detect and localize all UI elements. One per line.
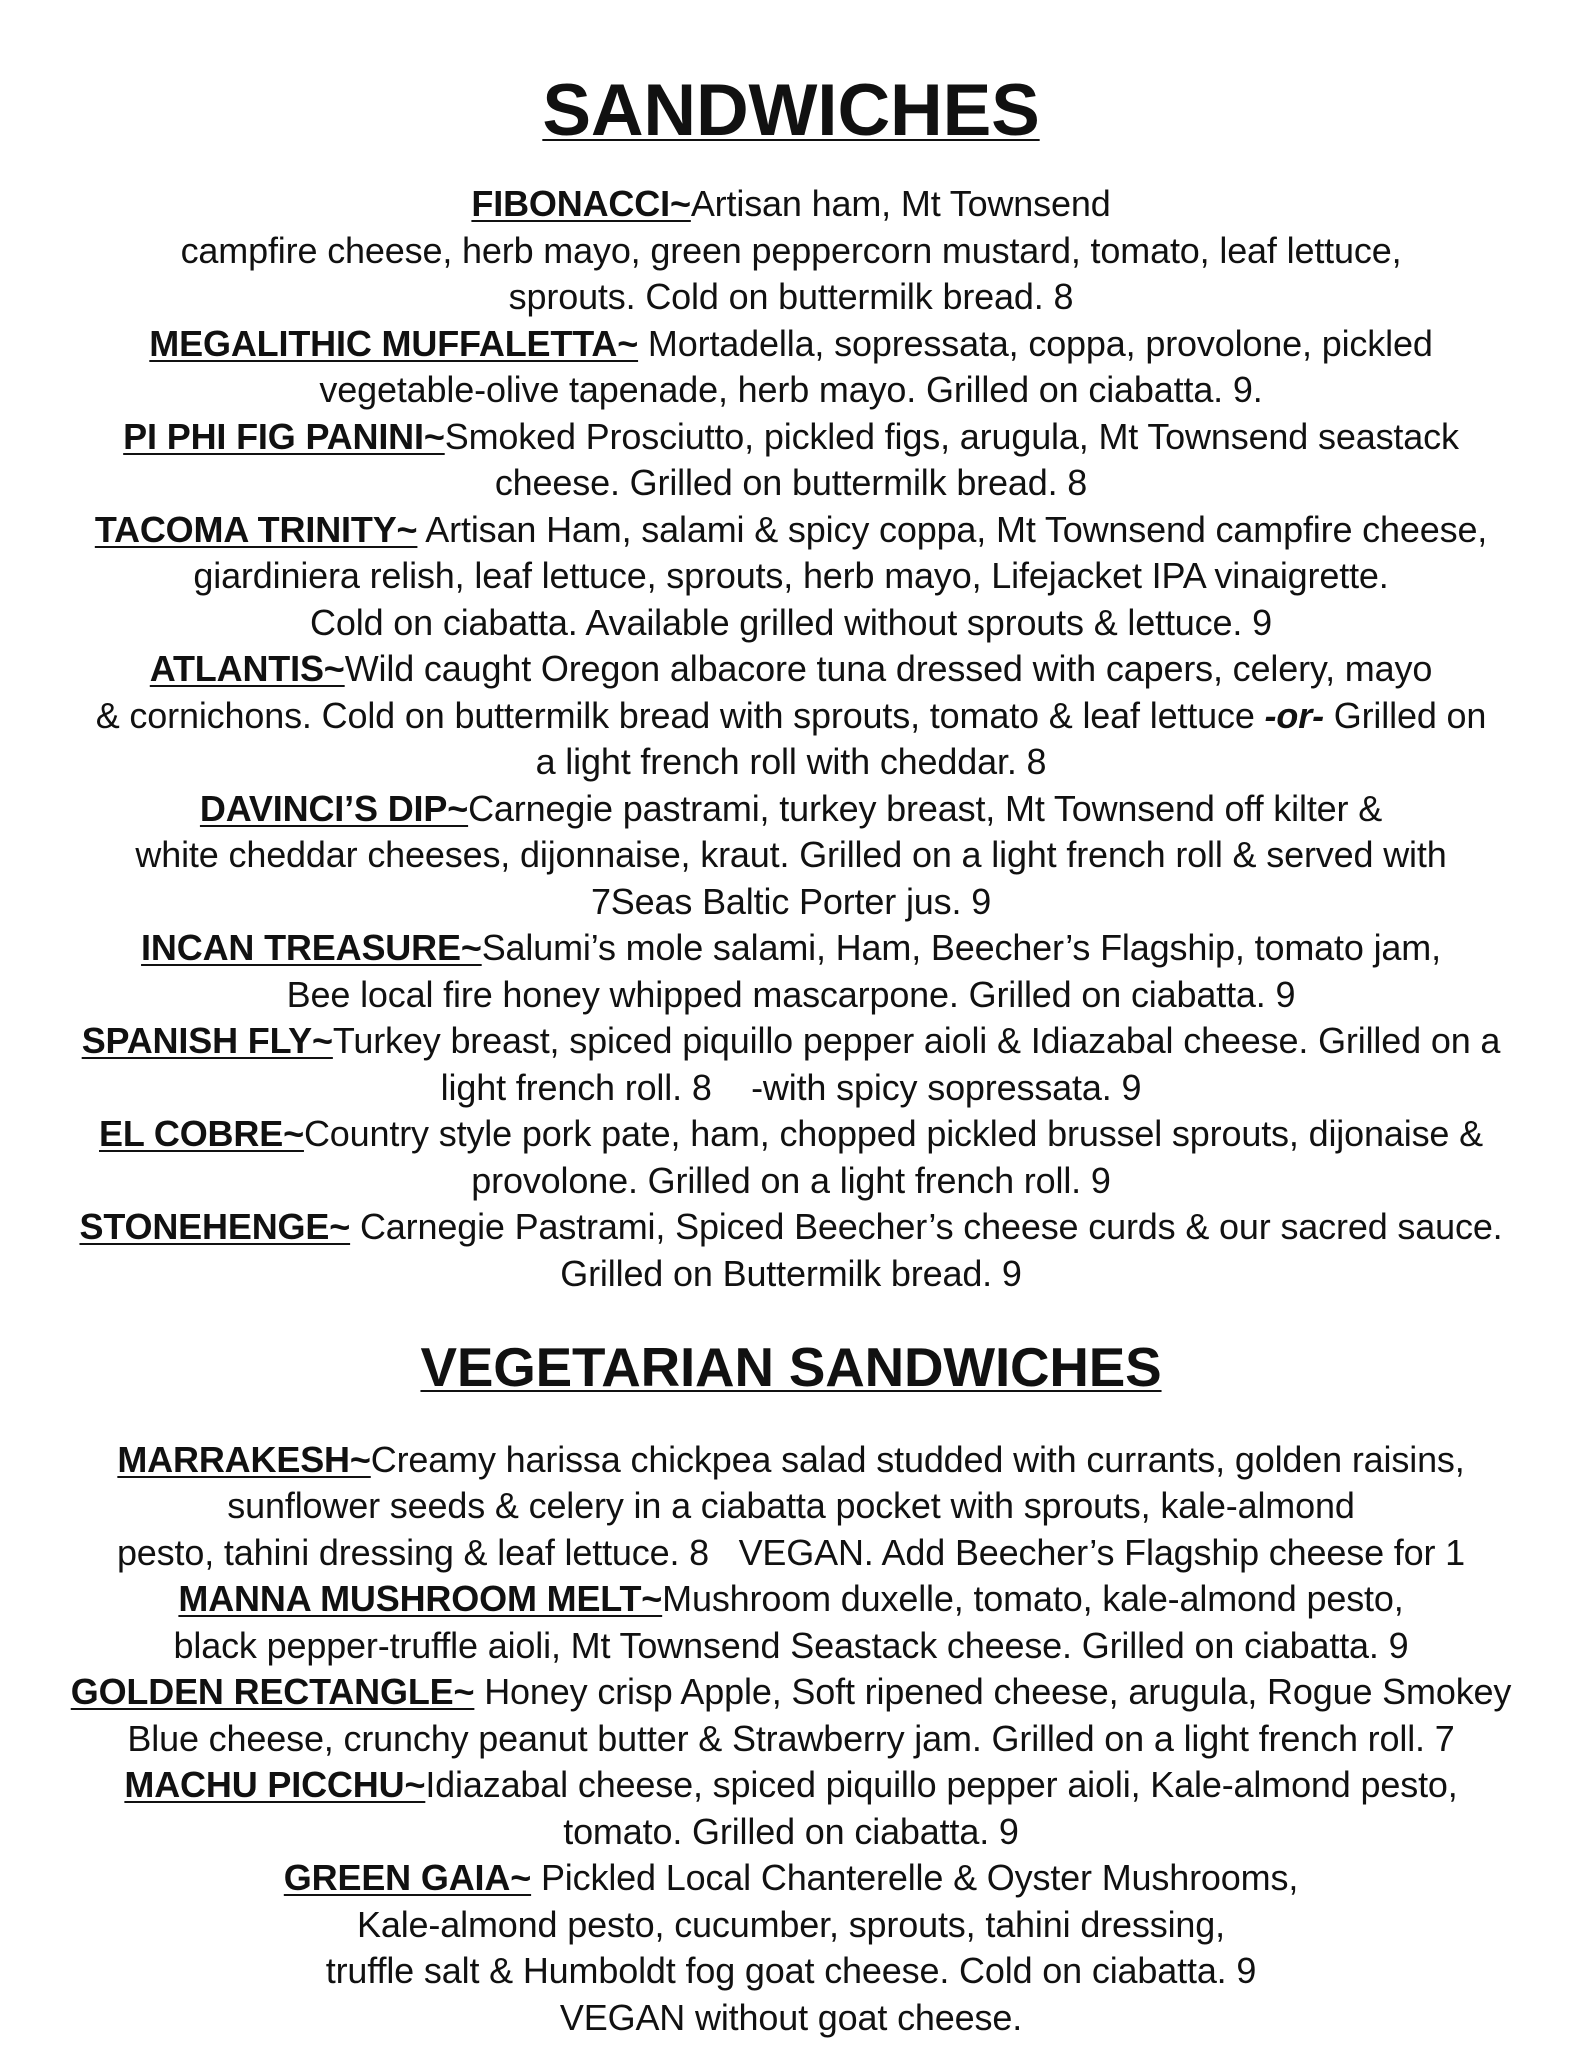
item-description: Country style pork pate, ham, chopped pickled brussel sprouts, dijonaise & [303, 1113, 1483, 1154]
item-description: Pickled Local Chanterelle & Oyster Mushrooms, [531, 1857, 1299, 1898]
item-description: Carnegie Pastrami, Spiced Beecher’s cheese curds & our sacred sauce. [350, 1206, 1503, 1247]
menu-item-megalithic-muffaletta [0, 321, 1582, 414]
item-description: pesto, tahini dressing & leaf lettuce. 8 VEGAN. Add Beecher’s Flagship cheese for 1 [116, 1531, 1466, 1573]
item-description: sprouts. Cold on buttermilk bread. 8 [508, 276, 1074, 317]
item-name: MACHU PICCHU~ [124, 1764, 426, 1805]
menu-item-davincis-dip [0, 786, 1582, 926]
section-title-vegetarian: VEGETARIAN SANDWICHES [420, 1335, 1162, 1398]
item-description: VEGAN without goat cheese. [559, 1996, 1023, 2038]
item-description: Artisan Ham, salami & spicy coppa, Mt Townsend campfire cheese, [417, 508, 1488, 550]
item-description: campfire cheese, herb mayo, green peppercorn mustard, tomato, leaf lettuce, [180, 229, 1402, 271]
item-description: white cheddar cheeses, dijonnaise, kraut. Grilled on a light french roll & served with [135, 834, 1447, 875]
item-description: cheese. Grilled on buttermilk bread. 8 [494, 462, 1088, 503]
section-title-sandwiches: SANDWICHES [542, 70, 1040, 151]
item-description: Carnegie pastrami, turkey breast, Mt Townsend off kilter & [468, 787, 1383, 829]
item-name: ATLANTIS~ [149, 648, 345, 689]
item-description: Creamy harissa chickpea salad studded with currants, golden raisins, [370, 1438, 1465, 1480]
item-description: black pepper-truffle aioli, Mt Townsend Seastack cheese. Grilled on ciabatta. 9 [173, 1624, 1409, 1666]
menu-item-incan-treasure [0, 925, 1582, 1018]
item-description: Grilled on [1323, 694, 1487, 736]
item-name: SPANISH FLY~ [81, 1020, 333, 1061]
item-name: STONEHENGE~ [79, 1206, 351, 1247]
item-description: provolone. Grilled on a light french roll. 9 [471, 1159, 1111, 1201]
item-description: Turkey breast, spiced piquillo pepper aioli & Idiazabal cheese. Grilled on a [332, 1020, 1501, 1061]
menu-item-fibonacci [0, 181, 1582, 321]
item-name: EL COBRE~ [99, 1113, 304, 1154]
item-description: Honey crisp Apple, Soft ripened cheese, arugula, Rogue Smokey [474, 1671, 1512, 1712]
menu-item-golden-rectangle [0, 1669, 1582, 1762]
menu-item-tacoma-trinity [0, 507, 1582, 647]
menu-item-manna-mushroom-melt [0, 1576, 1582, 1669]
item-description: Cold on ciabatta. Available grilled without sprouts & lettuce. 9 [310, 601, 1272, 643]
item-description: Mortadella, sopressata, coppa, provolone, pickled [638, 322, 1433, 364]
item-description: giardiniera relish, leaf lettuce, sprouts, herb mayo, Lifejacket IPA vinaigrette. [193, 555, 1389, 596]
item-description: light french roll. 8 -with spicy sopressata. 9 [440, 1066, 1142, 1108]
item-name: PI PHI FIG PANINI~ [123, 415, 445, 457]
item-description: sunflower seeds & celery in a ciabatta pocket with sprouts, kale-almond [227, 1485, 1355, 1526]
vegetarian-list [0, 1437, 1582, 2042]
or-separator: -or- [1264, 694, 1324, 736]
item-description: Smoked Prosciutto, pickled figs, arugula, Mt Townsend seastack [444, 415, 1459, 457]
item-description: & cornichons. Cold on buttermilk bread with sprouts, tomato & leaf lettuce [95, 694, 1265, 736]
menu-item-marrakesh [0, 1437, 1582, 1577]
menu-item-stonehenge [0, 1204, 1582, 1297]
item-description: a light french roll with cheddar. 8 [535, 741, 1047, 782]
item-name: GOLDEN RECTANGLE~ [70, 1671, 475, 1712]
menu-item-machu-picchu [0, 1762, 1582, 1855]
item-description: 7Seas Baltic Porter jus. 9 [590, 880, 992, 922]
menu-item-pi-phi-fig-panini [0, 414, 1582, 507]
item-name: INCAN TREASURE~ [141, 927, 482, 968]
item-description: Blue cheese, crunchy peanut butter & Strawberry jam. Grilled on a light french roll. 7 [127, 1717, 1455, 1759]
item-description: Mushroom duxelle, tomato, kale-almond pesto, [662, 1578, 1404, 1619]
item-name: MARRAKESH~ [117, 1438, 371, 1480]
item-description: Kale-almond pesto, cucumber, sprouts, tahini dressing, [357, 1903, 1225, 1945]
item-description: Salumi’s mole salami, Ham, Beecher’s Flagship, tomato jam, [481, 927, 1441, 968]
menu-item-el-cobre [0, 1111, 1582, 1204]
item-description: Bee local fire honey whipped mascarpone. Grilled on ciabatta. 9 [286, 973, 1296, 1015]
item-description: Artisan ham, Mt Townsend [690, 183, 1111, 224]
sandwiches-list [0, 181, 1582, 1297]
item-name: GREEN GAIA~ [283, 1857, 532, 1898]
menu-item-green-gaia [0, 1855, 1582, 2041]
item-name: DAVINCI’S DIP~ [199, 787, 469, 829]
menu-item-spanish-fly [0, 1018, 1582, 1111]
item-description: Grilled on Buttermilk bread. 9 [560, 1252, 1022, 1294]
item-description: vegetable-olive tapenade, herb mayo. Grilled on ciabatta. 9. [319, 369, 1263, 410]
item-name: MANNA MUSHROOM MELT~ [178, 1578, 663, 1619]
item-description: Idiazabal cheese, spiced piquillo pepper aioli, Kale-almond pesto, [425, 1764, 1458, 1805]
item-name: MEGALITHIC MUFFALETTA~ [149, 322, 639, 364]
item-description: truffle salt & Humboldt fog goat cheese. Cold on ciabatta. 9 [325, 1950, 1257, 1991]
item-description: Wild caught Oregon albacore tuna dressed with capers, celery, mayo [344, 648, 1433, 689]
item-name: TACOMA TRINITY~ [94, 508, 418, 550]
item-name: FIBONACCI~ [471, 183, 691, 224]
menu-item-atlantis [0, 646, 1582, 786]
item-description: tomato. Grilled on ciabatta. 9 [563, 1810, 1019, 1852]
